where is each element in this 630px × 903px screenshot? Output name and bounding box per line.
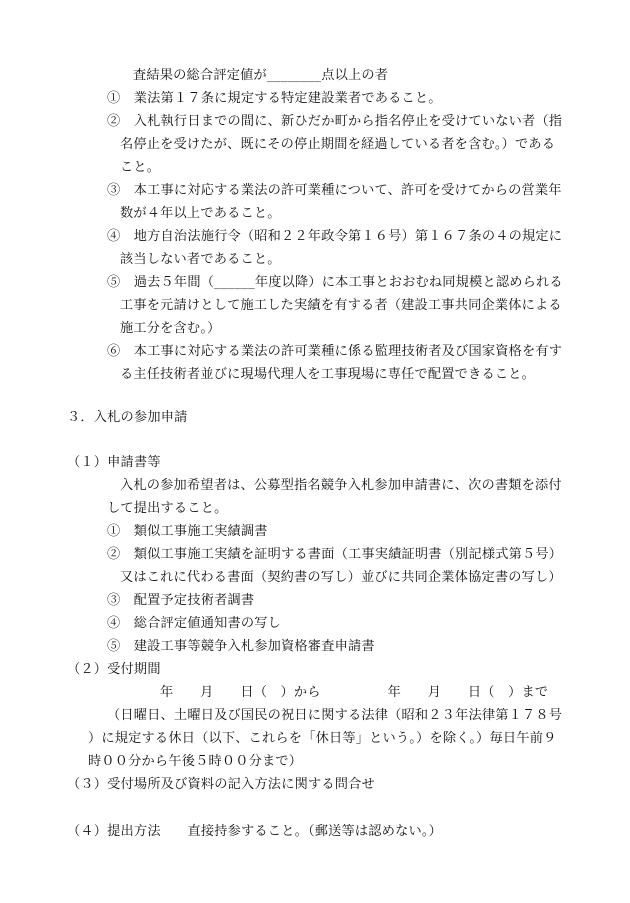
text-line: 該当しない者であること。	[120, 252, 281, 267]
list-item: ⑤ 過去５年間（______年度以降）に本工事とおおむね同規模と認められる	[107, 275, 563, 290]
text-line: して提出すること。	[107, 501, 228, 516]
list-item: ① 類似工事施工実績調書	[107, 524, 268, 539]
date-range: 年 月 日（ ）から 年 月 日（ ）まで	[160, 685, 549, 700]
text-line: 工事を元請けとして施工した実績を有する者（建設工事共同企業体による	[120, 298, 562, 313]
text-line: 査結果の総合評定値が________点以上の者	[133, 68, 389, 83]
text-line: ）に規定する休日（以下、これらを「休日等」という。）を除く。）毎日午前９	[88, 731, 557, 746]
list-item: ③ 配置予定技術者調書	[107, 593, 255, 608]
text-line: 施工分を含む。）	[120, 321, 221, 336]
text-line: る主任技術者並びに現場代理人を工事現場に専任で配置できること。	[120, 367, 536, 382]
section-heading: ３．入札の参加申請	[67, 410, 188, 425]
text-line: 又はこれに代わる書面（契約書の写し）並びに共同企業体協定書の写し）	[120, 570, 562, 585]
list-item: ⑥ 本工事に対応する業法の許可業種に係る監理技術者及び国家資格を有す	[107, 344, 563, 359]
list-item: ③ 本工事に対応する業法の許可業種について、許可を受けてからの営業年	[107, 183, 562, 198]
subsection-heading: （３）受付場所及び資料の記入方法に関する問合せ	[67, 777, 375, 792]
text-line: こと。	[120, 160, 161, 175]
text-line: 時００分から午後５時００分まで）	[88, 754, 303, 769]
list-item: ⑤ 建設工事等競争入札参加資格審査申請書	[107, 639, 375, 654]
text-line: 名停止を受けたが、既にその停止期間を経過している者を含む。）である	[120, 137, 556, 152]
subsection-heading: （１）申請書等	[67, 455, 161, 470]
list-item: ② 入札執行日までの間に、新ひだか町から指名停止を受けていない者（指	[107, 114, 563, 129]
text-line: （日曜日、土曜日及び国民の祝日に関する法律（昭和２３年法律第１７８号	[107, 708, 563, 723]
text-line: 数が４年以上であること。	[120, 206, 281, 221]
list-item: ② 類似工事施工実績を証明する書面（工事実績証明書（別記様式第５号）	[107, 547, 563, 562]
subsection-heading: （２）受付期間	[67, 662, 161, 677]
text-line: 入札の参加希望者は、公募型指名競争入札参加申請書に、次の書類を添付	[120, 478, 562, 493]
subsection-heading: （４）提出方法 直接持参すること。（郵送等は認めない。）	[67, 824, 443, 839]
list-item: ④ 地方自治法施行令（昭和２２年政令第１６号）第１６７条の４の規定に	[107, 229, 563, 244]
list-item: ① 業法第１７条に規定する特定建設業者であること。	[107, 91, 442, 106]
list-item: ④ 総合評定値通知書の写し	[107, 616, 282, 631]
